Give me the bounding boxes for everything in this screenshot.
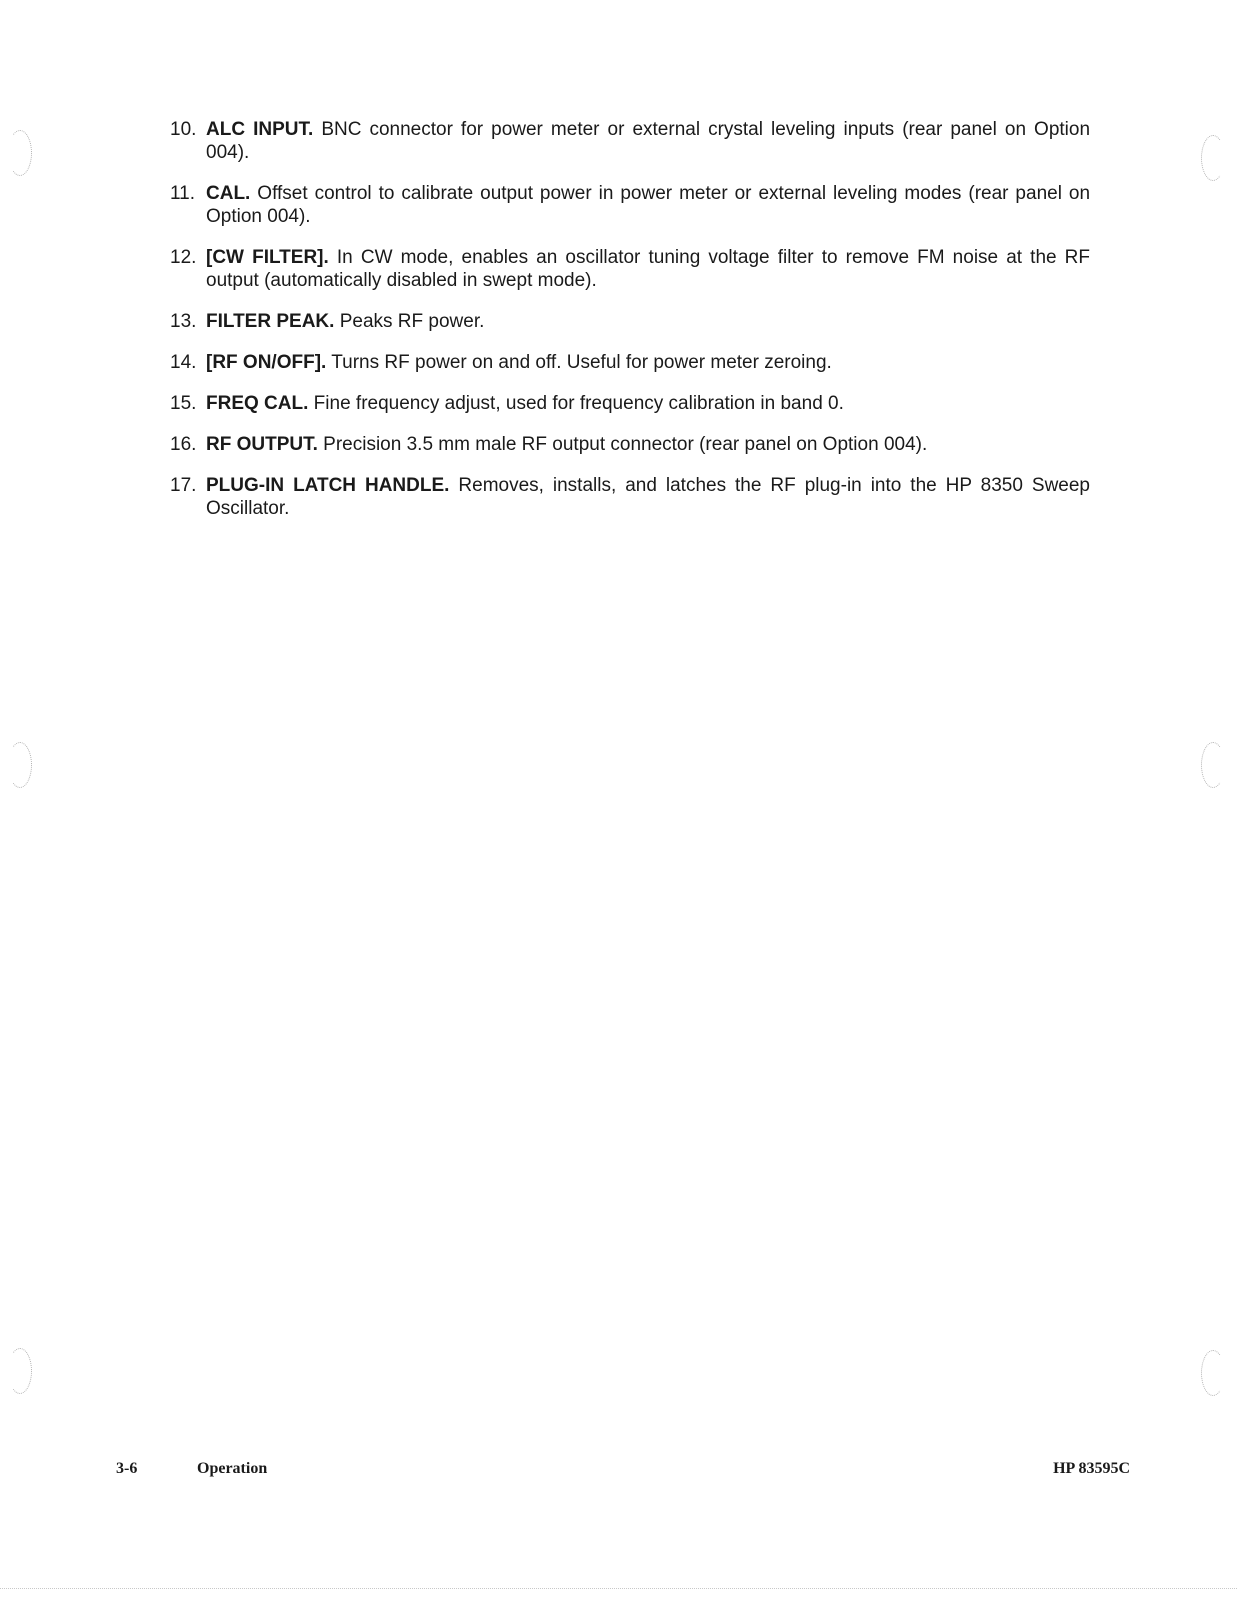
list-item [170,310,1090,333]
punch-hole-mark-right-bottom [1201,1350,1225,1396]
list-item [170,118,1090,164]
list-item [170,433,1090,456]
item-number: 14. [170,352,197,373]
list-item [170,351,1090,374]
punch-hole-mark-right-middle [1201,742,1225,788]
item-description: Removes, installs, and latches the RF plug-in into the HP 8350 Sweep Oscillator. [206,475,1090,519]
item-number: 17. [170,475,197,496]
punch-hole-mark-left-middle [8,742,32,788]
page-number: 3-6 [116,1460,138,1477]
list-item [170,474,1090,520]
item-description: In CW mode, enables an oscillator tuning voltage filter to remove FM noise at the RF output (automatically disabled in swept mode). [206,247,1091,291]
item-title: ALC INPUT. [206,119,314,140]
item-number: 15. [170,393,197,414]
section-title: Operation [197,1460,268,1477]
item-number: 12. [170,247,197,268]
list-item [170,246,1090,292]
list-item [170,392,1090,415]
item-number: 16. [170,434,197,455]
item-title: FILTER PEAK. [206,311,335,332]
item-description: Offset control to calibrate output power in power meter or external leveling modes (rear panel on Option 004). [206,183,1091,227]
punch-hole-mark-left-top [8,130,32,176]
item-number: 13. [170,311,197,332]
item-title: RF OUTPUT. [206,434,318,455]
item-title: CAL. [206,183,251,204]
model-number: HP 83595C [1053,1460,1130,1477]
item-title: PLUG-IN LATCH HANDLE. [206,475,450,496]
item-description: Peaks RF power. [339,311,485,332]
item-description: Precision 3.5 mm male RF output connector (rear panel on Option 004). [323,434,928,455]
item-description: BNC connector for power meter or external crystal leveling inputs (rear panel on Option 004). [206,119,1091,163]
scan-edge-dots [0,1588,1237,1589]
item-title: [RF ON/OFF]. [206,352,327,373]
item-description: Fine frequency adjust, used for frequency calibration in band 0. [313,393,844,414]
item-title: FREQ CAL. [206,393,309,414]
item-title: [CW FILTER]. [206,247,329,268]
list-item [170,182,1090,228]
item-number: 11. [170,183,196,204]
punch-hole-mark-right-top [1201,135,1225,181]
punch-hole-mark-left-bottom [8,1348,32,1394]
item-number: 10. [170,119,197,140]
item-description: Turns RF power on and off. Useful for power meter zeroing. [331,352,832,373]
control-description-list [170,118,1090,538]
